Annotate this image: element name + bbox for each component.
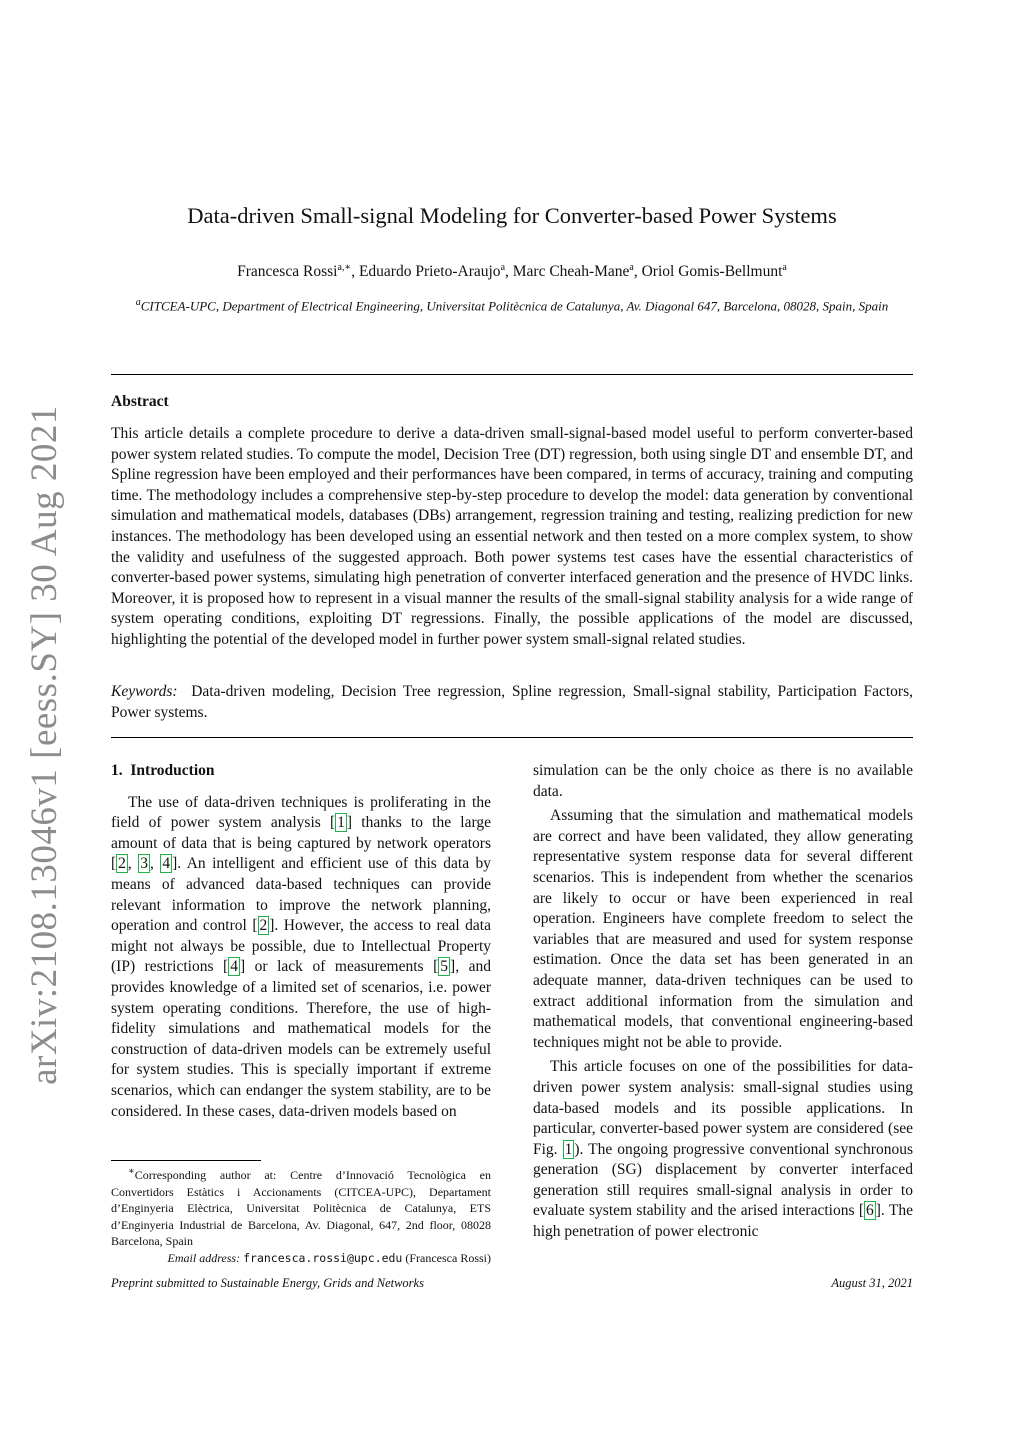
- author-mark: a: [629, 262, 634, 273]
- intro-paragraph-3: [533, 1057, 913, 1242]
- author-separator: ,: [351, 263, 359, 281]
- text-run: thanks to the large amount of data that is being captured by network operators [: [111, 814, 491, 873]
- intro-paragraph-cont: simulation can be the only choice as there is no available data.: [533, 762, 913, 800]
- paper-title: Data-driven Small-signal Modeling for Converter-based Power Systems: [187, 203, 837, 228]
- author-mark: a: [782, 262, 787, 273]
- footnote: [111, 1164, 491, 1267]
- intro-paragraph-1: The use of data-driven techniques is proliferating in the field of power system analysis [ 1 ] thanks to the large amount of data that is being captured by network operators [ 2 , 3 , 4 ]. An intelligent and efficient use of this data by means of advanced data-based techniques can provide relevant information to improve the network planning, operation and control [ 2 ]. However, the access to real data might not always be possible, due to Intellectual Property (IP) restrictions [ 4 ] or lack of measurements [ 5 ], and provides knowledge of a limited set of scenarios, i.e. power system operating conditions. Therefore, the use of high-fidelity simulations and mathematical models for the construction of data-driven models can be extremely useful for system studies. This is specially important if extreme scenarios, which can endanger the system stability, are to be considered. In these cases, data-driven models based on: [111, 793, 492, 1120]
- text-run: ]. However, the access to real data might not always be possible, due to Intellectual Property (IP) restrictions [: [111, 917, 491, 976]
- citation-link[interactable]: 1: [337, 814, 345, 832]
- text-run: ,: [127, 855, 139, 873]
- text-run: ]. The high penetration of power electronic: [533, 1202, 913, 1241]
- text-run: ,: [150, 855, 161, 873]
- author-name: Marc Cheah-Mane: [512, 263, 630, 281]
- author-name: Francesca Rossi: [237, 263, 338, 281]
- footnote-email-line: [111, 1250, 491, 1267]
- abstract-heading: Abstract: [111, 393, 169, 410]
- affiliation-text: CITCEA-UPC, Department of Electrical Engineering, Universitat Politècnica de Catalunya, Av. Diagonal 647, Barcelona, 08028, Spain, Spain: [140, 298, 889, 314]
- left-column: [111, 761, 491, 1122]
- author-name: Eduardo Prieto-Araujo: [358, 263, 501, 281]
- footnote-divider: [111, 1160, 261, 1161]
- citation-link[interactable]: 3: [140, 855, 148, 873]
- figure-link[interactable]: 1: [564, 1140, 573, 1158]
- text-run: The use of data-driven techniques is proliferating in the field of power system analysis: [111, 793, 491, 832]
- email-label: Email address:: [167, 1250, 241, 1265]
- affiliation: [0, 297, 1024, 314]
- affiliation-mark: a: [135, 297, 141, 308]
- author-list: [0, 262, 1024, 281]
- divider-abstract-end: [111, 737, 913, 738]
- section-heading: [111, 761, 491, 782]
- author-mark: a: [500, 262, 506, 273]
- text-run: ] or lack of measurements [: [239, 958, 439, 976]
- keywords: [111, 682, 913, 723]
- keywords-label: Keywords:: [111, 683, 178, 700]
- email-owner: (Francesca Rossi): [405, 1250, 491, 1265]
- author-name: Oriol Gomis-Bellmunt: [641, 263, 783, 281]
- citation-link[interactable]: 4: [230, 958, 238, 976]
- citation-link[interactable]: 2: [118, 855, 126, 873]
- intro-paragraph-2: Assuming that the simulation and mathematical models are correct and have been validated, they allow generating representative system response data for several different scenarios. This is independent from whether the scenarios are likely to occur or have been experienced in real operation. Engineers have complete freedom to select the variables that are measured and used for system response estimation. Once the data set has been generated in an adequate manner, data-driven techniques can be used to extract additional information from the simulation and mathematical models, that conventional engineering-based techniques might not be able to provide.: [533, 807, 913, 1051]
- footnote-text: Corresponding author at: Centre d’Innovació Tecnològica en Convertidors Estàtics i Accionaments (CITCEA-UPC), Departament d’Enginyeria Elèctrica, Universitat Politècnica de Catalunya, ETS d’Enginyeria Industrial de Barcelona, Av. Diagonal, 647, 2nd floor, 08028 Barcelona, Spain: [111, 1168, 491, 1249]
- citation-link[interactable]: 4: [162, 855, 171, 873]
- right-column: [533, 761, 913, 1243]
- text-run: This article focuses on one of the possibilities for data-driven power system analysis: small-signal studies using data-based models and its possible applications. In particular, converter-based power system are considered (see Fig.: [533, 1058, 913, 1158]
- keywords-text: Data-driven modeling, Decision Tree regression, Spline regression, Small-signal stability, Participation Factors, Power systems.: [111, 683, 913, 721]
- text-run: ], and provides knowledge of a limited set of scenarios, i.e. power system operating conditions. Therefore, the use of high-fidelity simulations and mathematical models for the construction of data-driven models can be extremely useful for system studies. This is specially important if extreme scenarios, which can endanger the system stability, are to be considered. In these cases, data-driven models based on: [111, 958, 491, 1120]
- abstract-body: This article details a complete procedure to derive a data-driven small-signal-based model useful to perform converter-based power system related studies. To compute the model, Decision Tree (DT) regression, both using single DT and ensemble DT, and Spline regression have been employed and their performances have been compared, in terms of accuracy, training and computing time. The methodology includes a comprehensive step-by-step procedure to develop the model: data generation by conventional simulation and mathematical models, databases (DBs) arrangement, regression training and testing, realizing prediction for new instances. The methodology has been developed using an essential network and then tested on a more complex system, to show the validity and usefulness of the suggested approach. Both power systems test cases have the essential characteristics of converter-based power systems, simulating high penetration of converter interfaced generation and the presence of HVDC links. Moreover, it is proposed how to represent in a visual manner the results of the small-signal stability analysis for a wide range of system operating conditions, exploiting DT regressions. Finally, the possible applications of the model are discussed, highlighting the potential of the developed model in further power system small-signal related studies.: [111, 425, 913, 648]
- divider-top: [111, 374, 913, 375]
- email-link[interactable]: francesca.rossi@upc.edu: [243, 1250, 403, 1265]
- footnote-mark: ∗: [128, 1166, 135, 1177]
- text-run: ). The ongoing progressive conventional synchronous generation (SG) displacement by converter interfaced generation still requires small-signal analysis in order to evaluate system stability and the arised interactions [: [533, 1140, 913, 1220]
- text-run: ]. An intelligent and efficient use of this data by means of advanced data-based techniques can provide relevant information to improve the network planning, operation and control [: [111, 855, 492, 935]
- author-separator: ,: [505, 263, 513, 281]
- footer-journal: Preprint submitted to Sustainable Energy, Grids and Networks: [111, 1276, 424, 1290]
- section-title: Introduction: [130, 762, 215, 779]
- footer-date: August 31, 2021: [831, 1276, 913, 1290]
- footnote-body: [111, 1164, 491, 1250]
- author-separator: ,: [633, 263, 642, 281]
- citation-link[interactable]: 6: [866, 1202, 874, 1220]
- arxiv-stamp: arXiv:2108.13046v1 [eess.SY] 30 Aug 2021: [24, 405, 65, 1085]
- author-mark: a,∗: [337, 262, 352, 273]
- citation-link[interactable]: 2: [259, 917, 268, 935]
- section-number: 1.: [111, 762, 123, 779]
- citation-link[interactable]: 5: [440, 958, 449, 976]
